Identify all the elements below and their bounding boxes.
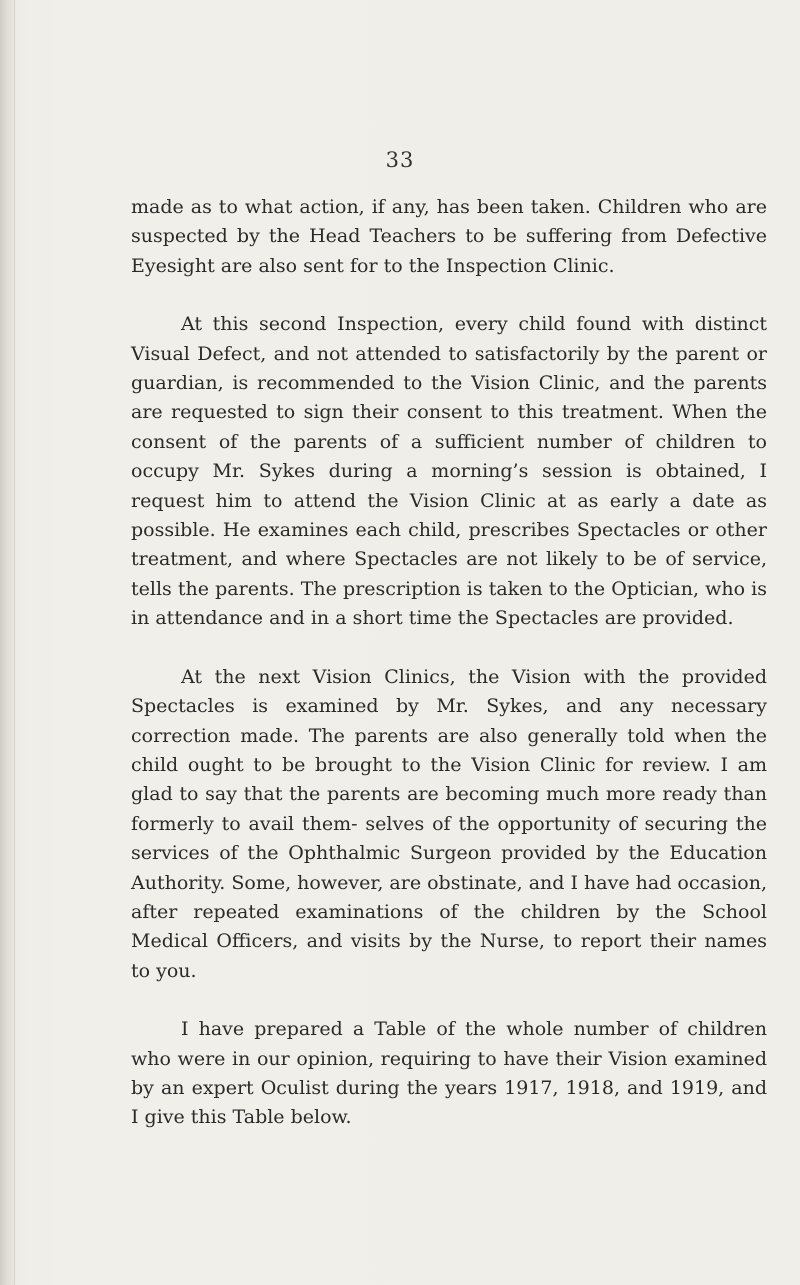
binding-edge (0, 0, 15, 1285)
paragraph-table-introduction: I have prepared a Table of the whole number of children who were in our opinion, requiring to have their Vision examined by an expert Oculist during the years 1917, 1918, and 1919, and I give this Table below. (131, 1018, 767, 1129)
page-number: 33 (385, 148, 415, 172)
paragraph-second-inspection: At this second Inspection, every child found with distinct Visual Defect, and not attended to satisfactorily by the parent or guardian, is recommended to the Vision Clinic, and the parents are requested to sign their consent to this treatment. When the consent of the parents of a sufficient number of children to occupy Mr. Sykes during a morning’s session is obtained, I request him to attend the Vision Clinic at as early a date as possible. He examines each child, prescribes Spectacles or other treatment, and where Spectacles are not likely to be of service, tells the parents. The prescription is taken to the Optician, who is in attendance and in a short time the Spectacles are provided. (131, 313, 767, 630)
body-text (131, 193, 767, 1133)
paragraph-next-vision-clinics: At the next Vision Clinics, the Vision with the provided Spectacles is examined by Mr. Sykes, and any necessary correction made. The parents are also generally told when the child ought to be brought to the Vision Clinic for review. I am glad to say that the parents are becoming much more ready than formerly to avail them- selves of the opportunity of securing the services of the Ophthalmic Surgeon provided by the Education Authority. Some, however, are obstinate, and I have had occasion, after repeated examinations of the children by the School Medical Officers, and visits by the Nurse, to report their names to you. (131, 665, 767, 982)
paragraph-continuation: made as to what action, if any, has been taken. Children who are suspected by the Head Teachers to be suffering from Defective Eyesight are also sent for to the Inspection Clinic. (131, 196, 767, 277)
